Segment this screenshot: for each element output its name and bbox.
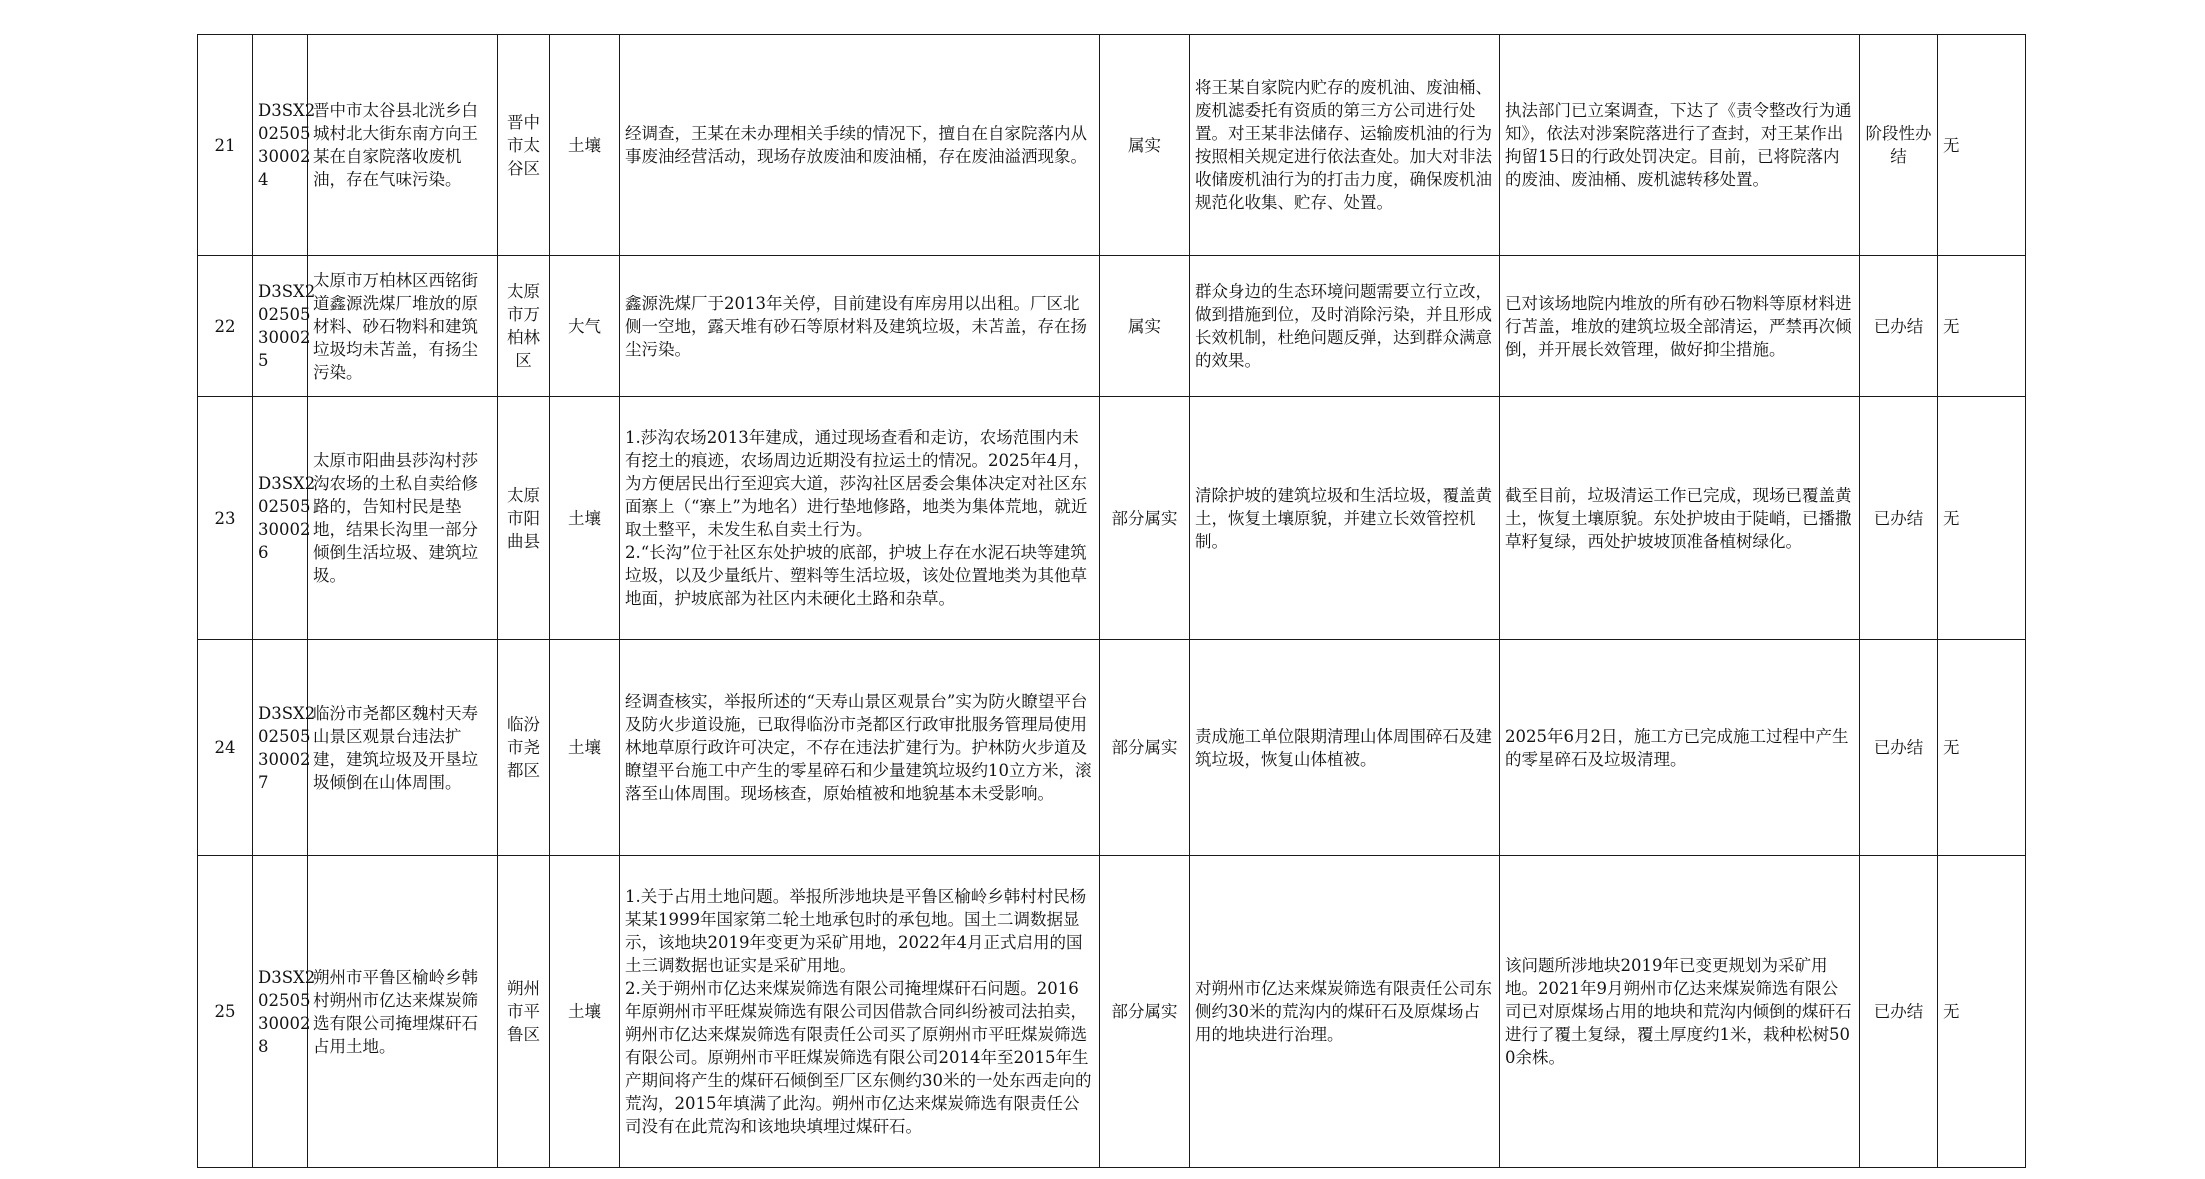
table-row xyxy=(198,856,2026,1168)
pollution-type: 土壤 xyxy=(550,397,620,640)
handling-measures: 对朔州市亿达来煤炭筛选有限责任公司东侧约30米的荒沟内的煤矸石及原煤场占用的地块进行治理。 xyxy=(1190,856,1500,1168)
complaint-table xyxy=(197,34,2026,1168)
table-row xyxy=(198,35,2026,256)
serial-number: 24 xyxy=(198,640,253,856)
completion-status: 已办结 xyxy=(1860,640,1938,856)
reported-issue: 临汾市尧都区魏村天寿山景区观景台违法扩建，建筑垃圾及开垦垃圾倾倒在山体周围。 xyxy=(308,640,498,856)
administrative-region: 太原市万柏林区 xyxy=(498,256,550,397)
handling-measures: 将王某自家院内贮存的废机油、废油桶、废机滤委托有资质的第三方公司进行处置。对王某非法储存、运输废机油的行为按照相关规定进行依法查处。加大对非法收储废机油行为的打击力度，确保废机油规范化收集、贮存、处置。 xyxy=(1190,35,1500,256)
accountability-status: 无 xyxy=(1938,856,2026,1168)
handling-measures: 群众身边的生态环境问题需要立行立改，做到措施到位，及时消除污染，并且形成长效机制，杜绝问题反弹，达到群众满意的效果。 xyxy=(1190,256,1500,397)
pollution-type: 大气 xyxy=(550,256,620,397)
pollution-type: 土壤 xyxy=(550,640,620,856)
serial-number: 25 xyxy=(198,856,253,1168)
reported-issue: 太原市万柏林区西铭街道鑫源洗煤厂堆放的原材料、砂石物料和建筑垃圾均未苫盖，有扬尘污染。 xyxy=(308,256,498,397)
handling-measures: 清除护坡的建筑垃圾和生活垃圾，覆盖黄土，恢复土壤原貌，并建立长效管控机制。 xyxy=(1190,397,1500,640)
accountability-status: 无 xyxy=(1938,35,2026,256)
investigation-finding: 经调查，王某在未办理相关手续的情况下，擅自在自家院落内从事废油经营活动，现场存放废油和废油桶，存在废油溢洒现象。 xyxy=(620,35,1100,256)
handling-result: 执法部门已立案调查，下达了《责令整改行为通知》，依法对涉案院落进行了查封，对王某作出拘留15日的行政处罚决定。目前，已将院落内的废油、废油桶、废机滤转移处置。 xyxy=(1500,35,1860,256)
accountability-status: 无 xyxy=(1938,397,2026,640)
case-code: D3SX2 02505 30002 8 xyxy=(253,856,308,1168)
completion-status: 已办结 xyxy=(1860,856,1938,1168)
table-row xyxy=(198,397,2026,640)
pollution-type: 土壤 xyxy=(550,35,620,256)
serial-number: 23 xyxy=(198,397,253,640)
case-code: D3SX2 02505 30002 4 xyxy=(253,35,308,256)
completion-status: 已办结 xyxy=(1860,397,1938,640)
verification-verdict: 属实 xyxy=(1100,256,1190,397)
pollution-type: 土壤 xyxy=(550,856,620,1168)
administrative-region: 晋中市太谷区 xyxy=(498,35,550,256)
accountability-status: 无 xyxy=(1938,640,2026,856)
case-code: D3SX2 02505 30002 5 xyxy=(253,256,308,397)
verification-verdict: 属实 xyxy=(1100,35,1190,256)
table-row xyxy=(198,256,2026,397)
reported-issue: 晋中市太谷县北洸乡白城村北大街东南方向王某在自家院落收废机油，存在气味污染。 xyxy=(308,35,498,256)
handling-result: 2025年6月2日，施工方已完成施工过程中产生的零星碎石及垃圾清理。 xyxy=(1500,640,1860,856)
serial-number: 22 xyxy=(198,256,253,397)
table-row xyxy=(198,640,2026,856)
handling-result: 截至目前，垃圾清运工作已完成，现场已覆盖黄土，恢复土壤原貌。东处护坡由于陡峭，已播撒草籽复绿，西处护坡坡顶准备植树绿化。 xyxy=(1500,397,1860,640)
handling-measures: 责成施工单位限期清理山体周围碎石及建筑垃圾，恢复山体植被。 xyxy=(1190,640,1500,856)
verification-verdict: 部分属实 xyxy=(1100,640,1190,856)
reported-issue: 太原市阳曲县莎沟村莎沟农场的土私自卖给修路的，告知村民是垫地，结果长沟里一部分倾倒生活垃圾、建筑垃圾。 xyxy=(308,397,498,640)
completion-status: 阶段性办结 xyxy=(1860,35,1938,256)
investigation-finding: 经调查核实，举报所述的“天寿山景区观景台”实为防火瞭望平台及防火步道设施，已取得临汾市尧都区行政审批服务管理局使用林地草原行政许可决定，不存在违法扩建行为。护林防火步道及瞭望平台施工中产生的零星碎石和少量建筑垃圾约10立方米，滚落至山体周围。现场核查，原始植被和地貌基本未受影响。 xyxy=(620,640,1100,856)
investigation-finding: 鑫源洗煤厂于2013年关停，目前建设有库房用以出租。厂区北侧一空地，露天堆有砂石等原材料及建筑垃圾，未苫盖，存在扬尘污染。 xyxy=(620,256,1100,397)
administrative-region: 太原市阳曲县 xyxy=(498,397,550,640)
verification-verdict: 部分属实 xyxy=(1100,397,1190,640)
accountability-status: 无 xyxy=(1938,256,2026,397)
reported-issue: 朔州市平鲁区榆岭乡韩村朔州市亿达来煤炭筛选有限公司掩埋煤矸石占用土地。 xyxy=(308,856,498,1168)
case-code: D3SX2 02505 30002 6 xyxy=(253,397,308,640)
handling-result: 该问题所涉地块2019年已变更规划为采矿用地。2021年9月朔州市亿达来煤炭筛选有限公司已对原煤场占用的地块和荒沟内倾倒的煤矸石进行了覆土复绿，覆土厚度约1米，栽种松树500余株。 xyxy=(1500,856,1860,1168)
investigation-finding: 1.关于占用土地问题。举报所涉地块是平鲁区榆岭乡韩村村民杨某某1999年国家第二轮土地承包时的承包地。国土二调数据显示，该地块2019年变更为采矿用地，2022年4月正式启用的国土三调数据也证实是采矿用地。 2.关于朔州市亿达来煤炭筛选有限公司掩埋煤矸石问题。2016年原朔州市平旺煤炭筛选有限公司因借款合同纠纷被司法拍卖，朔州市亿达来煤炭筛选有限责任公司买了原朔州市平旺煤炭筛选有限公司。原朔州市平旺煤炭筛选有限公司2014年至2015年生产期间将产生的煤矸石倾倒至厂区东侧约30米的一处东西走向的荒沟，2015年填满了此沟。朔州市亿达来煤炭筛选有限责任公司没有在此荒沟和该地块填埋过煤矸石。 xyxy=(620,856,1100,1168)
completion-status: 已办结 xyxy=(1860,256,1938,397)
administrative-region: 朔州市平鲁区 xyxy=(498,856,550,1168)
case-code: D3SX2 02505 30002 7 xyxy=(253,640,308,856)
administrative-region: 临汾市尧都区 xyxy=(498,640,550,856)
verification-verdict: 部分属实 xyxy=(1100,856,1190,1168)
handling-result: 已对该场地院内堆放的所有砂石物料等原材料进行苫盖，堆放的建筑垃圾全部清运，严禁再次倾倒，并开展长效管理，做好抑尘措施。 xyxy=(1500,256,1860,397)
serial-number: 21 xyxy=(198,35,253,256)
investigation-finding: 1.莎沟农场2013年建成，通过现场查看和走访，农场范围内未有挖土的痕迹，农场周边近期没有拉运土的情况。2025年4月，为方便居民出行至迎宾大道，莎沟社区居委会集体决定对社区东面寨上（“寨上”为地名）进行垫地修路，地类为集体荒地，就近取土整平，未发生私自卖土行为。 2.“长沟”位于社区东处护坡的底部，护坡上存在水泥石块等建筑垃圾，以及少量纸片、塑料等生活垃圾，该处位置地类为其他草地面，护坡底部为社区内未硬化土路和杂草。 xyxy=(620,397,1100,640)
